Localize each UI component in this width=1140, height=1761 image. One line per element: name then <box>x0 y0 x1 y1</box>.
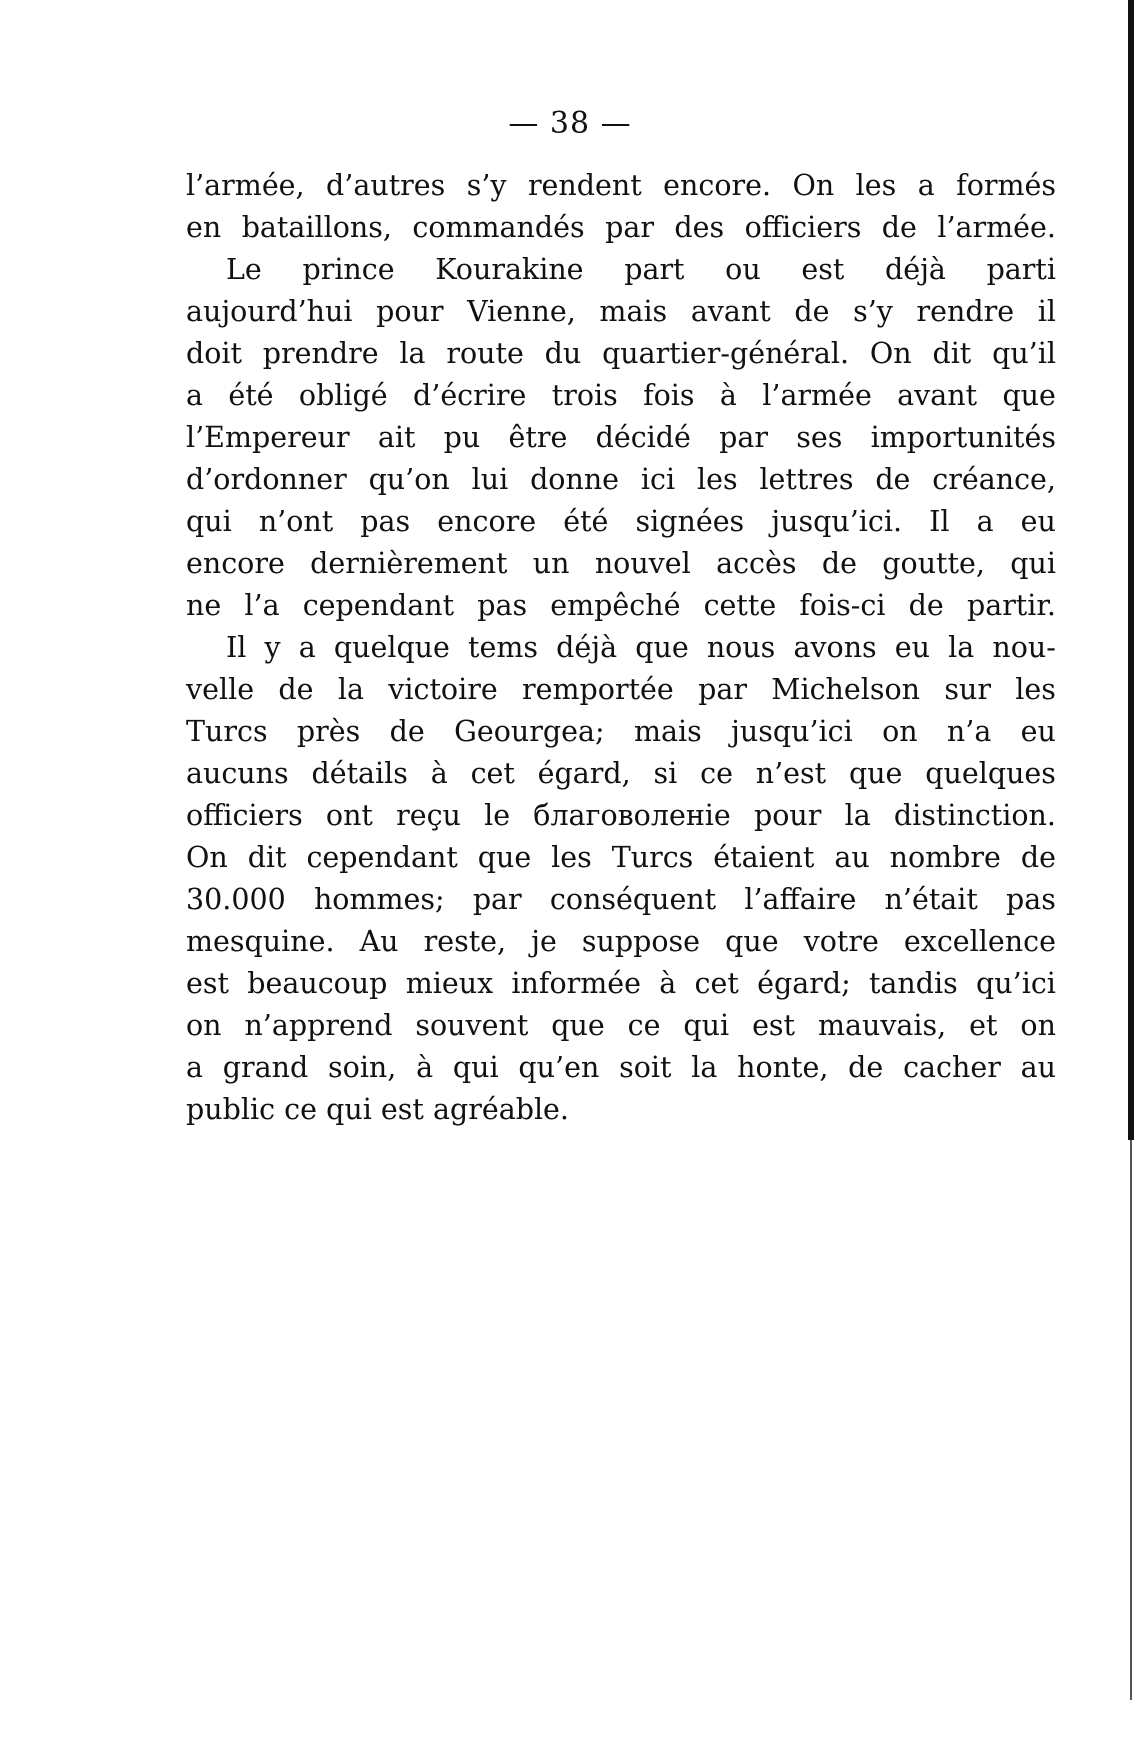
text-line <box>186 921 1056 963</box>
word: qui <box>186 505 232 538</box>
text-line <box>186 249 1056 291</box>
text-line <box>186 1047 1056 1089</box>
word: jusqu’ici <box>731 715 853 748</box>
word: bataillons, <box>241 211 392 244</box>
word: un <box>532 547 570 580</box>
word: qui <box>452 1051 499 1084</box>
word: que <box>551 1009 605 1042</box>
word: être <box>508 421 568 454</box>
word: aucuns <box>186 757 289 790</box>
word: et <box>969 1009 998 1042</box>
word: on <box>1020 1009 1056 1042</box>
text-line <box>186 543 1056 585</box>
word: la <box>399 337 426 370</box>
word: quelques <box>925 757 1056 790</box>
word: l’affaire <box>744 883 857 916</box>
word: par <box>698 673 747 706</box>
word: de <box>908 589 944 622</box>
word: a <box>186 379 203 412</box>
word: à <box>719 379 737 412</box>
word: eu <box>1020 715 1056 748</box>
word: encore <box>437 505 537 538</box>
word: à <box>659 967 677 1000</box>
word: On <box>186 841 228 874</box>
word: rendre <box>916 295 1015 328</box>
word: je <box>531 925 557 958</box>
word: a <box>186 1051 203 1084</box>
word: prendre <box>262 337 379 370</box>
text-line <box>186 417 1056 459</box>
word: Il <box>226 631 247 664</box>
word: près <box>296 715 361 748</box>
word: eu <box>1020 505 1056 538</box>
word: ses <box>796 421 843 454</box>
word: aujourd’hui <box>186 295 353 328</box>
text-line <box>186 879 1056 921</box>
word: eu <box>894 631 931 664</box>
word: благоволеніе <box>533 799 731 832</box>
word: les <box>1015 673 1056 706</box>
word: commandés <box>412 211 585 244</box>
word: cette <box>703 589 777 622</box>
word: les <box>855 169 897 202</box>
word: mais <box>599 295 668 328</box>
word: avons <box>793 631 877 664</box>
text-line <box>186 837 1056 879</box>
word: de <box>875 463 911 496</box>
word: n’ont <box>258 505 334 538</box>
word: ce <box>627 1009 661 1042</box>
word: détails <box>311 757 408 790</box>
text-line <box>186 375 1056 417</box>
text-line <box>186 627 1056 669</box>
word: l’armée. <box>937 211 1056 244</box>
word: de <box>278 673 314 706</box>
word: dit <box>932 337 972 370</box>
word: prince <box>302 253 395 286</box>
word: sur <box>944 673 991 706</box>
word: Geourgea; <box>454 715 605 748</box>
word: du <box>544 337 582 370</box>
word: il <box>1037 295 1056 328</box>
word: pas <box>360 505 411 538</box>
word: partir. <box>966 589 1056 622</box>
word: n’apprend <box>244 1009 393 1042</box>
word: décidé <box>595 421 691 454</box>
word: avant <box>690 295 771 328</box>
word: égard, <box>537 757 631 790</box>
word: honte, <box>737 1051 829 1084</box>
word: que <box>1002 379 1056 412</box>
word: empêché <box>550 589 681 622</box>
text-line <box>186 459 1056 501</box>
word: informée <box>511 967 641 1000</box>
word: en <box>186 211 222 244</box>
word: accès <box>716 547 797 580</box>
word: victoire <box>388 673 498 706</box>
word: quartier-général. <box>602 337 850 370</box>
word: tandis <box>868 967 958 1000</box>
word: n’a <box>946 715 992 748</box>
text-line <box>186 711 1056 753</box>
word: qu’ici <box>976 967 1056 1000</box>
word: l’armée <box>762 379 872 412</box>
word: de <box>821 547 857 580</box>
word: est <box>752 1009 796 1042</box>
word: l’a <box>244 589 280 622</box>
word: qui <box>326 1093 372 1126</box>
word: encore <box>186 547 285 580</box>
word: excellence <box>903 925 1056 958</box>
word: trois <box>551 379 618 412</box>
word: mesquine. <box>186 925 335 958</box>
word: signées <box>635 505 745 538</box>
text-line <box>186 165 1056 207</box>
word: cependant <box>302 589 455 622</box>
word: d’ordonner <box>186 463 347 496</box>
word: grand <box>222 1051 309 1084</box>
word: quelque <box>333 631 450 664</box>
word: remportée <box>522 673 674 706</box>
word: par <box>605 211 654 244</box>
word: de <box>848 1051 884 1084</box>
word: cependant <box>306 841 458 874</box>
word: nous <box>706 631 776 664</box>
word: pu <box>443 421 481 454</box>
word: On <box>869 337 912 370</box>
word: hommes; <box>313 883 445 916</box>
word: qu’on <box>368 463 450 496</box>
word: est <box>380 1093 424 1126</box>
word: ici <box>640 463 676 496</box>
word: à <box>416 1051 434 1084</box>
word: votre <box>803 925 879 958</box>
word: route <box>446 337 524 370</box>
word: souvent <box>415 1009 529 1042</box>
page-number: — 38 — <box>508 106 632 141</box>
word: de <box>389 715 425 748</box>
word: mais <box>633 715 702 748</box>
word: on <box>882 715 918 748</box>
word: que <box>635 631 689 664</box>
word: Au <box>359 925 399 958</box>
word: goutte, <box>882 547 985 580</box>
word: par <box>472 883 522 916</box>
word: nouvel <box>594 547 691 580</box>
word: fois-ci <box>799 589 886 622</box>
word: jusqu’ici. <box>771 505 903 538</box>
word: y <box>264 631 281 664</box>
word: ce <box>700 757 733 790</box>
word: mauvais, <box>817 1009 947 1042</box>
word: est <box>186 967 229 1000</box>
word: rendent <box>527 169 642 202</box>
word: au <box>834 841 870 874</box>
word: des <box>674 211 725 244</box>
word: cet <box>470 757 515 790</box>
word: pas <box>477 589 528 622</box>
word: dit <box>247 841 287 874</box>
word: fois <box>643 379 695 412</box>
text-line <box>186 1005 1056 1047</box>
word: d’écrire <box>413 379 527 412</box>
word: pour <box>376 295 444 328</box>
word: à <box>430 757 448 790</box>
word: 30.000 <box>186 883 286 916</box>
word: dernièrement <box>310 547 508 580</box>
word: conséquent <box>549 883 717 916</box>
word: tems <box>468 631 539 664</box>
word: ce <box>284 1093 317 1126</box>
word: été <box>228 379 274 412</box>
word: nombre <box>889 841 1001 874</box>
word: l’Empereur <box>186 421 350 454</box>
word: reste, <box>423 925 507 958</box>
word: on <box>186 1009 222 1042</box>
word: officiers <box>186 799 303 832</box>
word: doit <box>186 337 242 370</box>
word: les <box>551 841 592 874</box>
word: velle <box>186 673 255 706</box>
word: qui <box>1010 547 1056 580</box>
text-line <box>186 753 1056 795</box>
word: part <box>624 253 685 286</box>
word: qu’il <box>992 337 1056 370</box>
word: nou- <box>992 631 1056 664</box>
word: officiers <box>744 211 862 244</box>
word: au <box>1020 1051 1056 1084</box>
word: ont <box>325 799 373 832</box>
text-line <box>186 207 1056 249</box>
text-line <box>186 795 1056 837</box>
word: reçu <box>396 799 461 832</box>
word: donne <box>530 463 620 496</box>
word: n’est <box>755 757 827 790</box>
word: égard; <box>757 967 851 1000</box>
word: l’armée, <box>186 169 305 202</box>
word: Turcs <box>611 841 694 874</box>
word: créance, <box>932 463 1056 496</box>
word: suppose <box>581 925 701 958</box>
word: Turcs <box>186 715 268 748</box>
word: On <box>792 169 835 202</box>
word: avant <box>897 379 978 412</box>
word: soin, <box>328 1051 397 1084</box>
word: est <box>801 253 845 286</box>
word: qu’en <box>518 1051 600 1084</box>
word: qui <box>683 1009 730 1042</box>
word: ait <box>377 421 416 454</box>
word: parti <box>986 253 1056 286</box>
word: lettres <box>759 463 854 496</box>
word: Le <box>226 253 262 286</box>
text-line <box>186 333 1056 375</box>
word: encore. <box>663 169 772 202</box>
word: ou <box>725 253 761 286</box>
text-line <box>186 501 1056 543</box>
word: que <box>477 841 532 874</box>
word: s’y <box>466 169 507 202</box>
word: déjà <box>884 253 946 286</box>
word: lui <box>471 463 509 496</box>
text-line <box>186 1089 1056 1131</box>
word: a <box>298 631 316 664</box>
word: cacher <box>903 1051 1001 1084</box>
word: la <box>337 673 364 706</box>
word: été <box>563 505 609 538</box>
text-line <box>186 669 1056 711</box>
word: les <box>696 463 738 496</box>
word: le <box>484 799 511 832</box>
word: Vienne, <box>467 295 576 328</box>
page-edge-shadow <box>1128 0 1134 1140</box>
word: s’y <box>853 295 893 328</box>
word: soit <box>619 1051 672 1084</box>
word: que <box>725 925 779 958</box>
word: a <box>917 169 935 202</box>
word: distinction. <box>893 799 1056 832</box>
text-line <box>186 585 1056 627</box>
word: beaucoup <box>247 967 388 1000</box>
word: la <box>948 631 975 664</box>
word: déjà <box>556 631 618 664</box>
word: public <box>186 1093 276 1126</box>
text-line <box>186 963 1056 1005</box>
text-line <box>186 291 1056 333</box>
word: de <box>881 211 917 244</box>
page-edge-shadow-lower <box>1130 1140 1132 1700</box>
word: Il <box>929 505 950 538</box>
word: Kourakine <box>435 253 584 286</box>
word: mieux <box>405 967 494 1000</box>
word: formés <box>956 169 1056 202</box>
word: de <box>794 295 830 328</box>
word: de <box>1020 841 1056 874</box>
word: Michelson <box>771 673 921 706</box>
word: que <box>848 757 903 790</box>
word: pas <box>1006 883 1056 916</box>
word: la <box>691 1051 718 1084</box>
word: étaient <box>713 841 815 874</box>
word: n’était <box>884 883 978 916</box>
word: d’autres <box>326 169 446 202</box>
word: importunités <box>870 421 1056 454</box>
word: par <box>719 421 768 454</box>
word: pour <box>754 799 822 832</box>
word: la <box>844 799 871 832</box>
word: cet <box>694 967 739 1000</box>
word: obligé <box>298 379 388 412</box>
body-text <box>186 165 1056 1131</box>
word: a <box>976 505 994 538</box>
word: si <box>653 757 678 790</box>
word: agréable. <box>432 1093 569 1126</box>
word: ne <box>186 589 222 622</box>
